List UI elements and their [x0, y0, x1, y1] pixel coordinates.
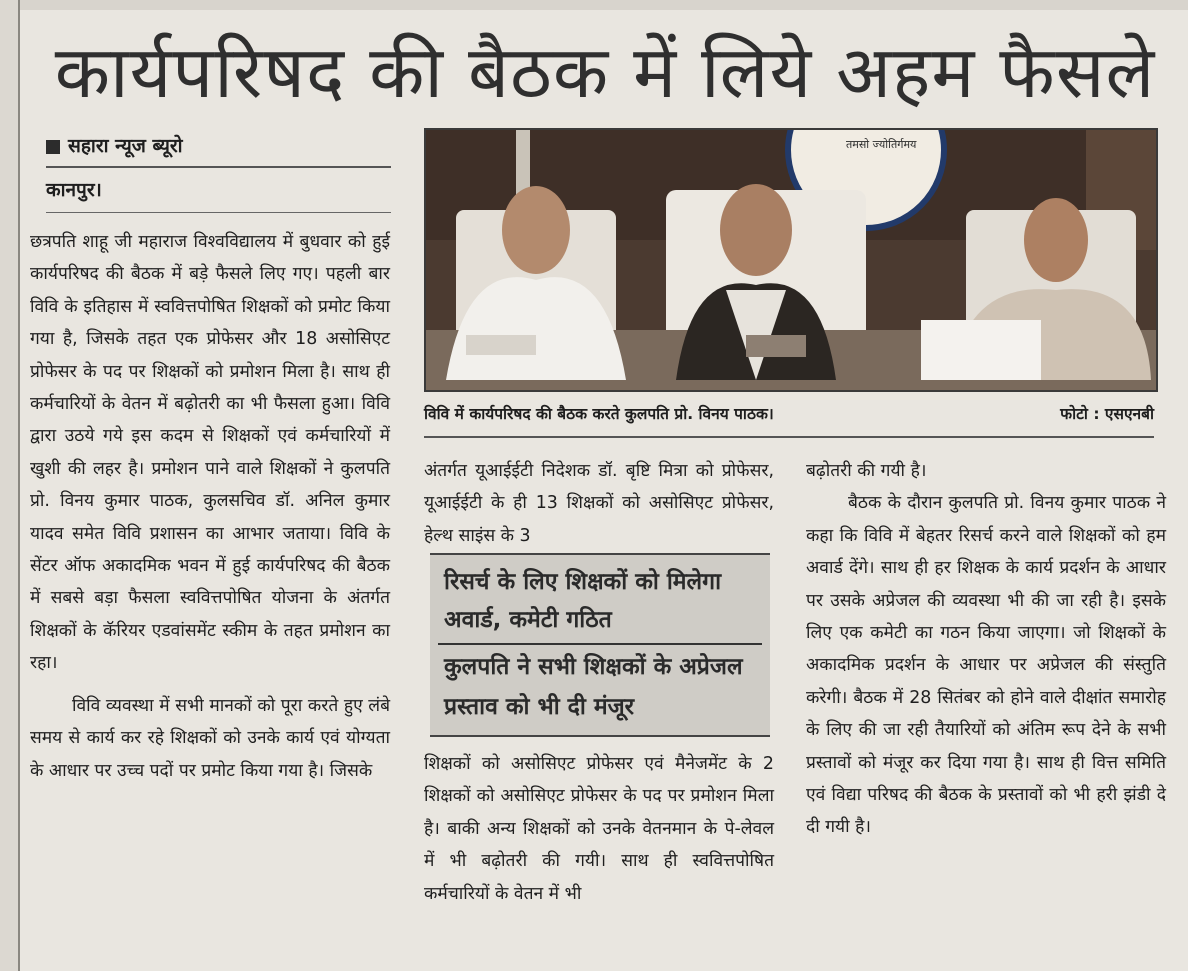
pull-quote-box [430, 553, 770, 737]
photo-credit: फोटो : एसएनबी [1060, 405, 1154, 423]
byline [46, 132, 391, 168]
column-1 [30, 226, 390, 787]
bullet-square-icon [46, 140, 60, 154]
column-1-paragraph-2: विवि व्यवस्था में सभी मानकों को पूरा करते हुए लंबे समय से कार्य कर रहे शिक्षकों को उनके कार्य एवं योग्यता के आधार पर उच्च पदों पर प्रमोट किया गया है। जिसके [30, 695, 390, 781]
column-3 [806, 455, 1166, 844]
photo-caption [424, 402, 1154, 438]
column-2-top-text: अंतर्गत यूआईईटी निदेशक डॉ. बृष्टि मित्रा को प्रोफेसर, यूआईईटी के ही 13 शिक्षकों को असोसिएट प्रोफेसर, हेल्थ साइंस के 3 [424, 461, 774, 546]
column-3-paragraph-1: बढ़ोतरी की गयी है। [806, 461, 927, 481]
column-3-paragraph-2: बैठक के दौरान कुलपति प्रो. विनय कुमार पाठक ने कहा कि विवि में बेहतर रिसर्च करने वाले शिक्षकों को हम अवार्ड देंगे। साथ ही हर शिक्षक के कार्य प्रदर्शन के आधार पर उसके अप्रेजल की व्यवस्था भी की जा रही है। इसके लिए एक कमेटी का गठन किया जाएगा। जो शिक्षकों के अकादमिक प्रदर्शन के आधार पर अप्रेजल की संस्तुति करेगी। बैठक में 28 सितंबर को होने वाले दीक्षांत समारोह के लिए की जा रही तैयारियों को अंतिम रूप देने के सभी प्रस्तावों को मंजूर कर दिया गया है। साथ ही वित्त समिति एवं विद्या परिषद की बैठक के प्रस्तावों को भी हरी झंडी दे दी गयी है। [806, 493, 1166, 838]
pull-quote-divider [438, 643, 762, 645]
top-rule [20, 0, 1188, 10]
caption-text: विवि में कार्यपरिषद की बैठक करते कुलपति प्रो. विनय पाठक। [424, 405, 774, 423]
pull-quote-2: कुलपति ने सभी शिक्षकों के अप्रेजल प्रस्ताव को भी दी मंजूर [444, 654, 743, 720]
page-edge [0, 0, 20, 971]
meeting-photo-illustration [426, 130, 1156, 390]
news-photo [424, 128, 1158, 392]
headline: कार्यपरिषद की बैठक में लिये अहम फैसले [54, 30, 1156, 114]
byline-text: सहारा न्यूज ब्यूरो [68, 135, 183, 157]
column-2-bottom-text: शिक्षकों को असोसिएट प्रोफेसर एवं मैनेजमेंट के 2 शिक्षकों को असोसिएट प्रोफेसर के पद पर प्रमोशन मिला है। बाकी अन्य शिक्षकों को उनके वेतनमान के पे-लेवल में भी बढ़ोतरी की गयी। साथ ही स्ववित्तपोषित कर्मचारियों के वेतन में भी [424, 754, 774, 904]
column-1-paragraph-1: छत्रपति शाहू जी महाराज विश्वविद्यालय में बुधवार को हुई कार्यपरिषद की बैठक में बड़े फैसले लिए गए। पहली बार विवि के इतिहास में स्ववित्तपोषित शिक्षकों को प्रमोट किया गया है, जिसके तहत एक प्रोफेसर और 18 असोसिएट प्रोफेसर के पद पर शिक्षकों को प्रमोशन मिला है। साथ ही कर्मचारियों के वेतन में बढ़ोतरी का भी फैसला हुआ। विवि द्वारा उठये गये इस कदम से शिक्षकों एवं कर्मचारियों में खुशी की लहर है। प्रमोशन पाने वाले शिक्षकों ने कुलपति प्रो. विनय कुमार पाठक, कुलसचिव डॉ. अनिल कुमार यादव समेत विवि प्रशासन का आभार जताया। विवि के सेंटर ऑफ अकादमिक भवन में हुई कार्यपरिषद की बैठक में सबसे बड़ा फैसला स्ववित्तपोषित योजना के अंतर्गत शिक्षकों के कॅरियर एडवांसमेंट स्कीम के तहत प्रमोशन का रहा। [30, 232, 390, 674]
column-2-top [424, 455, 774, 552]
emblem-text: तमसो ज्योतिर्गमय [846, 138, 917, 151]
pull-quote-1: रिसर्च के लिए शिक्षकों को मिलेगा अवार्ड, कमेटी गठित [444, 569, 722, 633]
column-2-bottom [424, 748, 774, 910]
dateline: कानपुर। [46, 176, 391, 213]
